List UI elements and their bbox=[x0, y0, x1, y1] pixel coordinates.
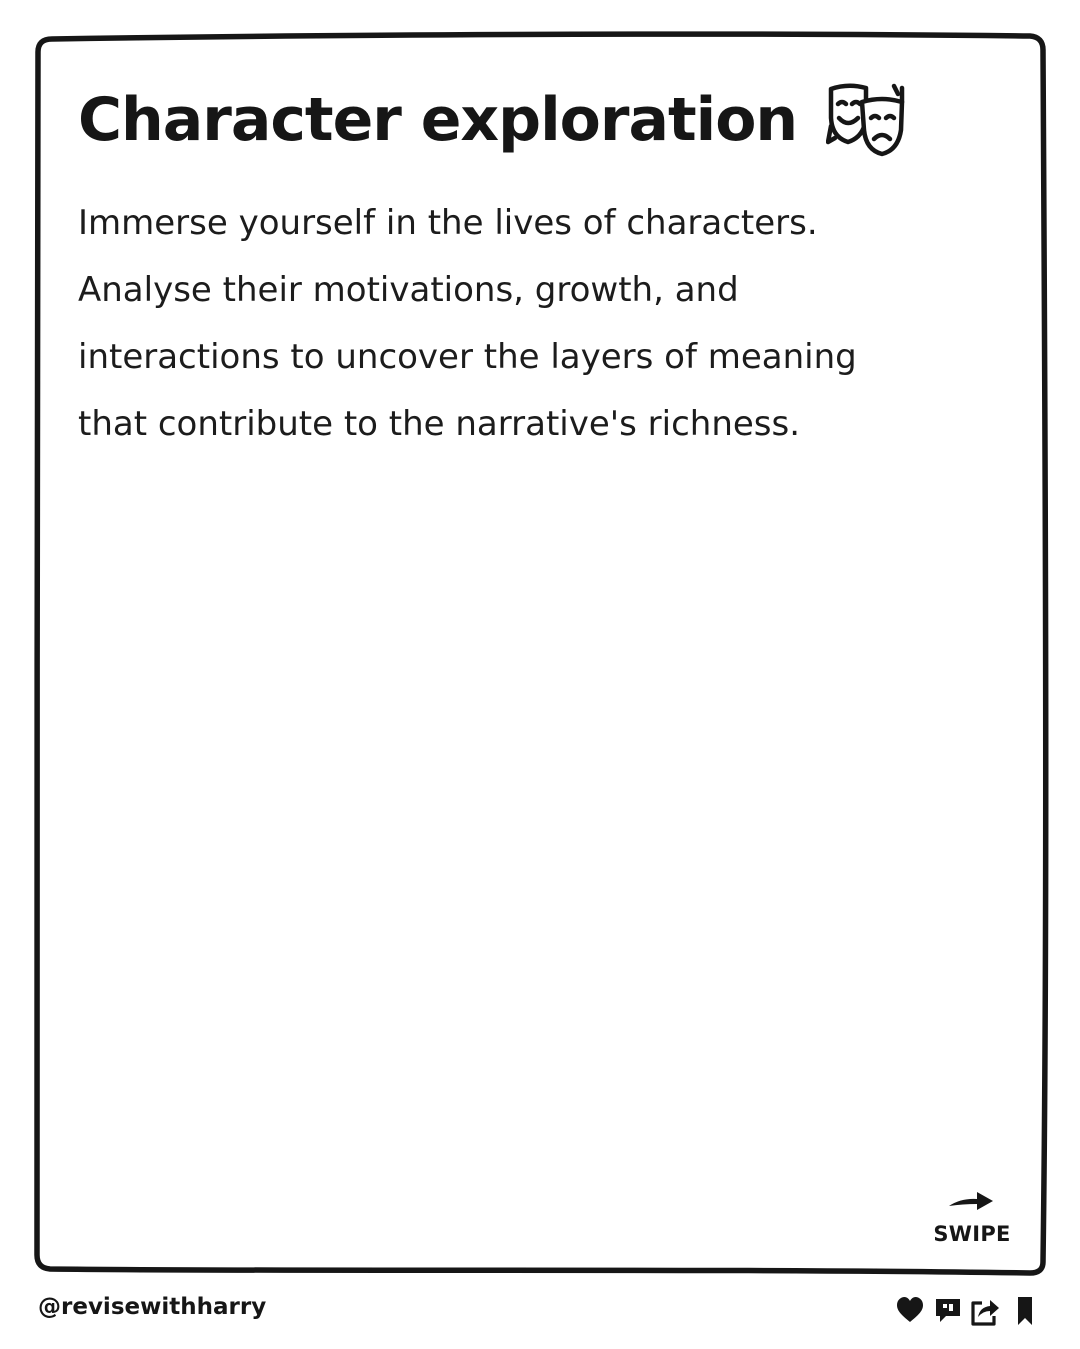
heart-icon[interactable] bbox=[896, 1294, 924, 1328]
share-icon[interactable] bbox=[970, 1294, 1000, 1328]
comment-icon[interactable] bbox=[934, 1294, 962, 1328]
post-actions bbox=[892, 1294, 1042, 1330]
theater-masks-icon bbox=[826, 82, 908, 158]
swipe-label: SWIPE bbox=[933, 1222, 1011, 1246]
arrow-right-icon bbox=[947, 1186, 995, 1216]
bookmark-icon[interactable] bbox=[1014, 1294, 1036, 1328]
account-handle[interactable]: @revisewithharry bbox=[38, 1294, 267, 1320]
card-body-text: Immerse yourself in the lives of characters. Analyse their motivations, growth, and interactions to uncover the layers of meaning that contribute to the narrative's richness. bbox=[78, 203, 857, 444]
swipe-hint[interactable] bbox=[920, 1186, 1024, 1252]
card-title: Character exploration bbox=[78, 85, 798, 155]
